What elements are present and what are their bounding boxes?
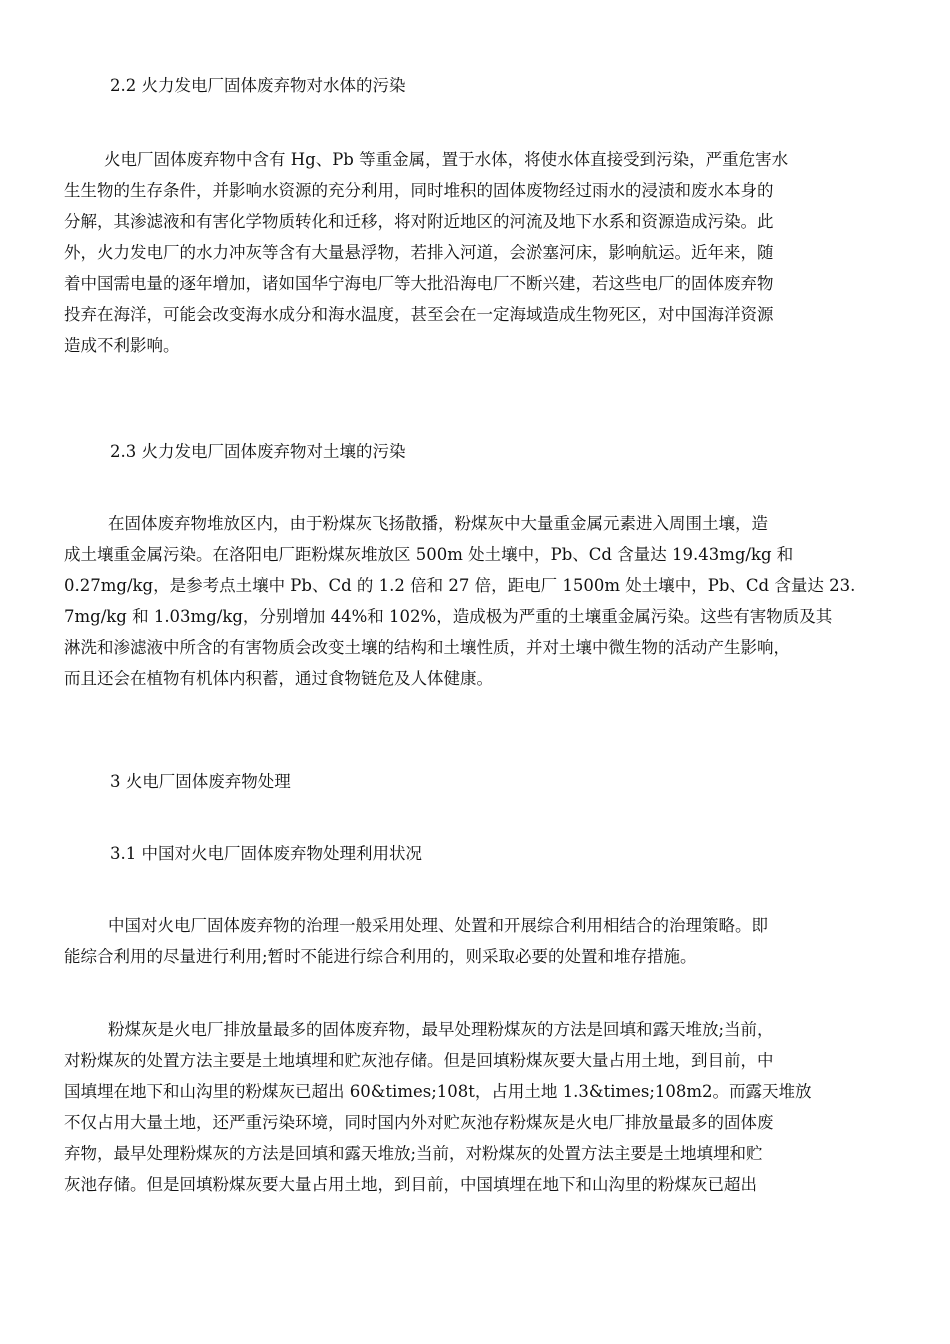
section-heading-3: 3 火电厂固体废弃物处理 [110,772,291,791]
text-line: 淋洗和渗滤液中所含的有害物质会改变土壤的结构和土壤性质，并对土壤中微生物的活动产生影响， [64,638,790,657]
text-line: 着中国需电量的逐年增加，诸如国华宁海电厂等大批沿海电厂不断兴建，若这些电厂的固体废弃物 [64,274,774,293]
text-line: 分解，其渗滤液和有害化学物质转化和迁移，将对附近地区的河流及地下水系和资源造成污染。此 [64,212,774,231]
text-line: 对粉煤灰的处置方法主要是土地填埋和贮灰池存储。但是回填粉煤灰要大量占用土地，到目前，中 [64,1051,774,1070]
text-line: 成土壤重金属污染。在洛阳电厂距粉煤灰堆放区 500m 处土壤中，Pb、Cd 含量达 19.43mg/kg 和 [64,545,794,564]
text-line: 灰池存储。但是回填粉煤灰要大量占用土地，到目前，中国填埋在地下和山沟里的粉煤灰已超出 [64,1175,757,1194]
text-line: 在固体废弃物堆放区内，由于粉煤灰飞扬散播，粉煤灰中大量重金属元素进入周围土壤，造 [108,514,768,533]
paragraph-soil-pollution [64,508,855,694]
paragraph-water-pollution [64,144,788,361]
text-line: 生生物的生存条件，并影响水资源的充分利用，同时堆积的固体废物经过雨水的浸渍和废水本身的 [64,181,774,200]
text-line: 外，火力发电厂的水力冲灰等含有大量悬浮物，若排入河道，会淤塞河床，影响航运。近年来，随 [64,243,774,262]
text-line: 弃物，最早处理粉煤灰的方法是回填和露天堆放;当前，对粉煤灰的处置方法主要是土地填埋和贮 [64,1144,763,1163]
text-line: 火电厂固体废弃物中含有 Hg、Pb 等重金属，置于水体，将使水体直接受到污染，严重危害水 [104,150,789,169]
text-line: 国填埋在地下和山沟里的粉煤灰已超出 60&times;108t，占用土地 1.3&times;108m2。而露天堆放 [64,1082,812,1101]
text-line: 不仅占用大量土地，还严重污染环境，同时国内外对贮灰池存粉煤灰是火电厂排放量最多的固体废 [64,1113,774,1132]
section-heading-3-1: 3.1 中国对火电厂固体废弃物处理利用状况 [110,844,422,863]
text-line: 0.27mg/kg，是参考点土壤中 Pb、Cd 的 1.2 倍和 27 倍，距电厂 1500m 处土壤中，Pb、Cd 含量达 23. [64,576,856,595]
text-line: 中国对火电厂固体废弃物的治理一般采用处理、处置和开展综合利用相结合的治理策略。即 [108,916,768,935]
paragraph-fly-ash [64,1014,812,1200]
text-line: 造成不利影响。 [64,336,180,355]
text-line: 粉煤灰是火电厂排放量最多的固体废弃物，最早处理粉煤灰的方法是回填和露天堆放;当前， [108,1020,774,1039]
text-line: 7mg/kg 和 1.03mg/kg，分别增加 44%和 102%，造成极为严重的土壤重金属污染。这些有害物质及其 [64,607,833,626]
text-line: 能综合利用的尽量进行利用;暂时不能进行综合利用的，则采取必要的处置和堆存措施。 [64,947,697,966]
paragraph-treatment-strategy [64,910,768,972]
section-heading-2-3: 2.3 火力发电厂固体废弃物对土壤的污染 [110,442,406,461]
section-heading-2-2: 2.2 火力发电厂固体废弃物对水体的污染 [110,76,406,95]
text-line: 投弃在海洋，可能会改变海水成分和海水温度，甚至会在一定海域造成生物死区，对中国海洋资源 [64,305,774,324]
text-line: 而且还会在植物有机体内积蓄，通过食物链危及人体健康。 [64,669,493,688]
